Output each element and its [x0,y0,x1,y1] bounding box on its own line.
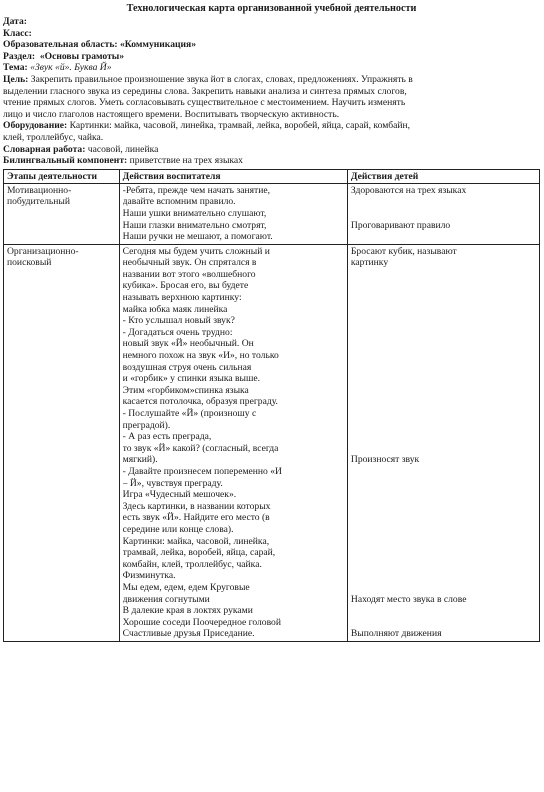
teacher-action-line: - Послушайте «Й» (произношу с [122,408,257,419]
section-value: «Основы грамоты» [39,50,125,62]
teacher-action-line: давайте вспомним правило. [122,196,236,208]
goal-line: Закрепить правильное произношение звука йот в слогах, словах, предложениях. Упражнять в [30,73,413,85]
teacher-action-line: движения согнутыми [122,593,210,605]
goal-block [3,74,540,120]
teacher-action-line: Наши глазки внимательно смотрят, [122,219,267,231]
topic-value: «Звук «й». Буква Й» [30,62,112,74]
teacher-action-line: Счастливые друзья Приседание. [122,628,255,640]
stage-name-line: Организационно- [7,245,79,257]
teacher-action-line: Игра «Чудесный мешочек». [122,489,237,501]
equipment-line: Картинки: майка, часовой, линейка, трамвай, лейка, воробей, яйца, сарай, комбайн, [69,120,411,132]
teacher-action-line: – Й», чувствуя преграду. [122,477,223,489]
teacher-actions-cell [119,183,347,244]
vocab-value: часовой, линейка [87,143,159,155]
teacher-action-line: В далекие края в локтях руками [122,605,253,617]
teacher-action-line: майка юбка маяк линейка [122,303,228,315]
table-header-row [4,169,540,183]
teacher-action-line: комбайн, клей, троллейбус, чайка. [122,558,262,570]
section-line [3,51,540,63]
vocab-line [3,144,540,156]
document-title: Технологическая карта организованной учебной деятельности [126,3,417,14]
teacher-actions-cell [119,244,347,641]
teacher-action-line: есть звук «Й». Найдите его место (в [122,512,270,524]
stage-cell [4,244,120,641]
area-value: «Коммуникация» [120,39,197,51]
teacher-action-line: - А раз есть преграда, [122,431,212,443]
teacher-action-line: середине или конце слова). [122,523,234,535]
children-action-line: Находят место звука в слове [350,593,467,605]
teacher-action-line: Этим «горбиком»спинка языка [122,384,249,396]
teacher-action-line: преградой). [122,419,171,431]
column-header-children: Действия детей [347,169,539,183]
stage-cell [4,183,120,244]
teacher-action-line: - Кто услышал новый звук? [122,315,235,327]
class-label: Класс: [3,27,32,39]
teacher-action-line: необычный звук. Он спрятался в [122,257,257,269]
teacher-action-line: трамвай, лейка, воробей, яйца, сарай, [122,547,276,559]
teacher-action-line: - Давайте произнесем попеременно «И [122,465,282,477]
bilingual-line [3,155,540,167]
equipment-label: Оборудование: [3,120,68,132]
teacher-action-line: кубика». Бросая его, вы будете [122,280,249,292]
date-label: Дата: [3,16,27,27]
teacher-action-line: называть верхнюю картинку: [122,292,242,304]
stage-name-line: Мотивационно- [7,184,72,196]
activity-table [3,169,540,642]
teacher-action-line: касается потолочка, образуя преграду. [122,396,278,408]
column-header-stages: Этапы деятельности [4,169,120,183]
goal-line: лицо и число глаголов настоящего времени. Воспитывать творческую активность. [3,108,340,120]
teacher-action-line: Здесь картинки, в названии которых [122,500,271,512]
teacher-action-line: новый звук «Й» необычный. Он [122,338,254,350]
children-actions-cell [347,244,539,641]
teacher-action-line: Картинки: майка, часовой, линейка, [122,535,270,547]
area-label: Образовательная область: [3,39,118,51]
teacher-action-line: Сегодня мы будем учить сложный и [122,245,270,257]
teacher-action-line: Физминутка. [122,570,176,582]
bilingual-label: Билингвальный компонент: [3,155,128,167]
teacher-action-line: воздушная струя очень сильная [122,361,252,373]
equipment-line: клей, троллейбус, чайка. [3,131,104,143]
bilingual-value: приветствие на трех языках [129,155,243,167]
children-action-line: Проговаривают правило [350,219,451,231]
topic-line [3,62,540,74]
teacher-action-line: Мы едем, едем, едем Круговые [122,581,250,593]
teacher-action-line: то звук «Й» какой? (согласный, всегда [122,442,279,454]
column-header-teacher: Действия воспитателя [119,169,347,183]
vocab-label: Словарная работа: [3,143,86,155]
teacher-action-line: -Ребята, прежде чем начать занятие, [122,184,271,196]
table-row [4,244,540,641]
children-actions-cell [347,183,539,244]
teacher-action-line: - Догадаться очень трудно: [122,326,233,338]
teacher-action-line: и «горбик» у спинки языка выше. [122,373,261,385]
table-row [4,183,540,244]
date-line [3,16,540,28]
children-action-line: Бросают кубик, называют [350,245,457,257]
section-label: Раздел: [3,50,36,62]
stage-name-line: поисковый [7,257,52,269]
children-action-line: Произносят звук [350,454,420,466]
teacher-action-line: названии вот этого «волшебного [122,268,256,280]
children-action-line: Здороваются на трех языках [350,184,467,196]
teacher-action-line: немного похож на звук «И», но только [122,350,279,362]
equipment-block [3,120,540,143]
goal-line: выделении гласного звука из середины слова. Закрепить навыки анализа и синтеза прямых слогов, [3,85,407,97]
teacher-action-line: Хорошие соседи Поочередное головой [122,616,281,628]
area-line [3,39,540,51]
goal-line: чтение прямых слогов. Уметь согласовывать существительное с местоимением. Научить изменять [3,97,406,109]
children-action-line: картинку [350,257,389,269]
topic-label: Тема: [3,62,28,74]
class-line [3,28,540,40]
children-action-line: Выполняют движения [350,628,442,640]
teacher-action-line: мягкий). [122,454,158,466]
teacher-action-line: Наши ушки внимательно слушают, [122,207,267,219]
teacher-action-line: Наши ручки не мешают, а помогают. [122,231,273,243]
goal-label: Цель: [3,73,29,85]
stage-name-line: побудительный [7,196,70,208]
